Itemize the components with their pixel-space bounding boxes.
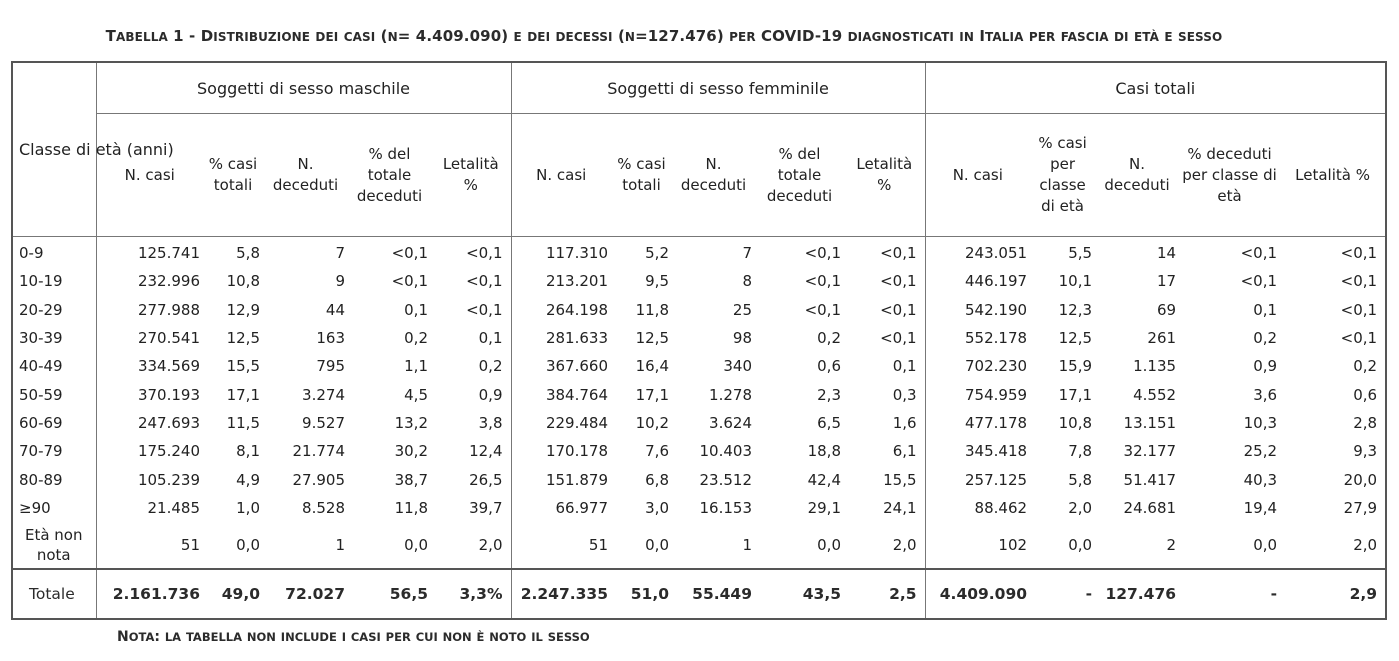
col-header: % del totale deceduti xyxy=(348,114,431,237)
value-cell: 151.879 xyxy=(511,465,611,493)
totals-label: Totale xyxy=(12,569,96,619)
age-class-cell: 20-29 xyxy=(19,300,63,319)
value-cell: <0,1 xyxy=(1340,272,1378,291)
value-cell: 2,0 xyxy=(892,535,917,554)
value-cell: 0,1 xyxy=(892,357,917,376)
col-header: N. deceduti xyxy=(1095,114,1179,237)
value-cell: 10,8 xyxy=(1058,413,1093,432)
value-cell: 5,8 xyxy=(236,244,260,263)
value-cell: <0,1 xyxy=(1340,300,1378,319)
age-class-cell: 50-59 xyxy=(19,385,63,404)
value-cell: 9,3 xyxy=(1353,442,1378,461)
group-header-male: Soggetti di sesso maschile xyxy=(96,62,511,114)
value-cell: 552.178 xyxy=(925,324,1030,352)
value-cell: <0,1 xyxy=(466,244,503,263)
value-cell: 7,8 xyxy=(1068,442,1093,461)
value-cell: 13,2 xyxy=(394,413,428,432)
value-cell: 6,5 xyxy=(817,413,841,432)
age-class-cell: Età non nota xyxy=(24,525,83,564)
total-value-cell: 43,5 xyxy=(755,569,844,619)
value-cell: <0,1 xyxy=(466,300,503,319)
value-cell: 98 xyxy=(732,329,752,348)
value-cell: <0,1 xyxy=(880,272,917,291)
value-cell: 24,1 xyxy=(883,498,917,517)
value-cell: 795 xyxy=(316,357,345,376)
col-header: % del totale deceduti xyxy=(755,114,844,237)
value-cell: 125.741 xyxy=(96,237,203,268)
value-cell: 32.177 xyxy=(1123,442,1177,461)
table-row xyxy=(12,494,1386,522)
table-row xyxy=(12,380,1386,408)
value-cell: 10.403 xyxy=(699,442,752,461)
value-cell: 3.624 xyxy=(709,413,752,432)
value-cell: <0,1 xyxy=(1240,272,1278,291)
value-cell: 232.996 xyxy=(96,267,203,295)
value-cell: 4,9 xyxy=(236,470,260,489)
value-cell: 25 xyxy=(732,300,752,319)
value-cell: 16,4 xyxy=(635,357,669,376)
total-value-cell: 49,0 xyxy=(203,569,263,619)
value-cell: <0,1 xyxy=(1240,244,1278,263)
value-cell: 0,2 xyxy=(1353,357,1378,376)
value-cell: 17,1 xyxy=(635,385,669,404)
value-cell: 17,1 xyxy=(1058,385,1093,404)
value-cell: 229.484 xyxy=(511,409,611,437)
value-cell: 12,5 xyxy=(1058,329,1093,348)
value-cell: 23.512 xyxy=(699,470,752,489)
value-cell: 1,0 xyxy=(236,498,260,517)
age-class-cell: 70-79 xyxy=(19,442,63,461)
value-cell: 261 xyxy=(1147,329,1177,348)
table-row xyxy=(12,522,1386,569)
age-class-header: Classe di età (anni) xyxy=(12,62,96,237)
table-note xyxy=(117,629,590,645)
value-cell: 3,8 xyxy=(478,413,503,432)
value-cell: 105.239 xyxy=(96,465,203,493)
value-cell: 1 xyxy=(742,535,752,554)
table-row xyxy=(12,352,1386,380)
value-cell: <0,1 xyxy=(391,272,428,291)
value-cell: 26,5 xyxy=(469,470,503,489)
totals-row xyxy=(12,569,1386,619)
value-cell: 0,0 xyxy=(236,535,260,554)
group-header-female: Soggetti di sesso femminile xyxy=(511,62,925,114)
value-cell: 340 xyxy=(723,357,752,376)
col-header: N. casi xyxy=(925,114,1030,237)
value-cell: 213.201 xyxy=(511,267,611,295)
group-header-row xyxy=(12,62,1386,114)
value-cell: 11,5 xyxy=(226,413,260,432)
total-value-cell: - xyxy=(1030,569,1095,619)
value-cell: 0,6 xyxy=(817,357,841,376)
total-value-cell: 72.027 xyxy=(263,569,348,619)
value-cell: 477.178 xyxy=(925,409,1030,437)
value-cell: 702.230 xyxy=(925,352,1030,380)
value-cell: <0,1 xyxy=(466,272,503,291)
value-cell: 163 xyxy=(316,329,345,348)
value-cell: 88.462 xyxy=(925,494,1030,522)
value-cell: 9,5 xyxy=(645,272,669,291)
value-cell: 5,5 xyxy=(1068,244,1093,263)
value-cell: 102 xyxy=(925,522,1030,569)
value-cell: 18,8 xyxy=(807,442,841,461)
value-cell: 1,6 xyxy=(892,413,917,432)
value-cell: 3.274 xyxy=(302,385,345,404)
value-cell: 170.178 xyxy=(511,437,611,465)
value-cell: 0,1 xyxy=(478,329,503,348)
value-cell: 16.153 xyxy=(699,498,752,517)
value-cell: 2,0 xyxy=(478,535,503,554)
col-header: % casi per classe di età xyxy=(1030,114,1095,237)
value-cell: 0,2 xyxy=(817,329,841,348)
value-cell: <0,1 xyxy=(880,244,917,263)
value-cell: 19,4 xyxy=(1243,498,1278,517)
value-cell: 117.310 xyxy=(511,237,611,268)
value-cell: 10,8 xyxy=(226,272,260,291)
value-cell: 51 xyxy=(511,522,611,569)
covid-age-sex-table xyxy=(11,61,1387,620)
value-cell: 39,7 xyxy=(469,498,503,517)
value-cell: <0,1 xyxy=(880,300,917,319)
value-cell: 24.681 xyxy=(1123,498,1177,517)
col-header: % casi totali xyxy=(611,114,672,237)
table-row xyxy=(12,409,1386,437)
value-cell: 15,9 xyxy=(1058,357,1093,376)
value-cell: 257.125 xyxy=(925,465,1030,493)
total-value-cell: 2.247.335 xyxy=(511,569,611,619)
total-value-cell: 4.409.090 xyxy=(925,569,1030,619)
col-header: Letalità % xyxy=(1280,114,1386,237)
value-cell: 15,5 xyxy=(226,357,260,376)
value-cell: 40,3 xyxy=(1243,470,1278,489)
table-body xyxy=(12,237,1386,569)
value-cell: 6,8 xyxy=(645,470,669,489)
value-cell: 38,7 xyxy=(394,470,428,489)
value-cell: 17 xyxy=(1156,272,1177,291)
value-cell: <0,1 xyxy=(880,329,917,348)
value-cell: 334.569 xyxy=(96,352,203,380)
col-header: Letalità % xyxy=(844,114,925,237)
age-class-cell: 10-19 xyxy=(19,272,63,291)
value-cell: 1.135 xyxy=(1133,357,1177,376)
value-cell: 345.418 xyxy=(925,437,1030,465)
total-value-cell: 3,3% xyxy=(431,569,511,619)
table-row xyxy=(12,237,1386,268)
value-cell: <0,1 xyxy=(1340,244,1378,263)
value-cell: 5,2 xyxy=(645,244,669,263)
value-cell: 175.240 xyxy=(96,437,203,465)
value-cell: 2 xyxy=(1166,535,1177,554)
table-row xyxy=(12,267,1386,295)
col-header: N. deceduti xyxy=(263,114,348,237)
value-cell: 12,5 xyxy=(226,329,260,348)
value-cell: <0,1 xyxy=(804,272,841,291)
value-cell: 6,1 xyxy=(892,442,917,461)
col-header: N. casi xyxy=(511,114,611,237)
total-value-cell: 2,9 xyxy=(1280,569,1386,619)
value-cell: 10,3 xyxy=(1243,413,1278,432)
value-cell: <0,1 xyxy=(1340,329,1378,348)
group-header-total: Casi totali xyxy=(925,62,1386,114)
col-header: % deceduti per classe di età xyxy=(1179,114,1280,237)
value-cell: 0,2 xyxy=(478,357,503,376)
total-value-cell: 127.476 xyxy=(1095,569,1179,619)
value-cell: 281.633 xyxy=(511,324,611,352)
value-cell: 29,1 xyxy=(807,498,841,517)
value-cell: 0,1 xyxy=(404,300,428,319)
value-cell: 264.198 xyxy=(511,296,611,324)
table-note-text: NOTA: LA TABELLA NON INCLUDE I CASI PER CUI NON È NOTO IL SESSO xyxy=(117,629,590,645)
value-cell: 12,9 xyxy=(226,300,260,319)
value-cell: 66.977 xyxy=(511,494,611,522)
value-cell: 12,3 xyxy=(1058,300,1093,319)
value-cell: 370.193 xyxy=(96,380,203,408)
age-class-cell: ≥90 xyxy=(19,498,51,517)
table-row xyxy=(12,437,1386,465)
value-cell: 21.774 xyxy=(292,442,345,461)
value-cell: 11,8 xyxy=(394,498,428,517)
value-cell: 0,3 xyxy=(892,385,917,404)
age-class-cell: 60-69 xyxy=(19,413,63,432)
value-cell: 12,4 xyxy=(469,442,503,461)
value-cell: <0,1 xyxy=(391,244,428,263)
value-cell: 754.959 xyxy=(925,380,1030,408)
value-cell: 51.417 xyxy=(1123,470,1177,489)
table-row xyxy=(12,324,1386,352)
value-cell: 10,2 xyxy=(635,413,669,432)
value-cell: 51 xyxy=(96,522,203,569)
value-cell: 0,0 xyxy=(404,535,428,554)
value-cell: 542.190 xyxy=(925,296,1030,324)
value-cell: 0,0 xyxy=(817,535,841,554)
value-cell: 10,1 xyxy=(1058,272,1093,291)
value-cell: 3,0 xyxy=(645,498,669,517)
value-cell: 2,8 xyxy=(1353,413,1378,432)
total-value-cell: 55.449 xyxy=(672,569,755,619)
value-cell: 44 xyxy=(325,300,345,319)
value-cell: 42,4 xyxy=(807,470,841,489)
value-cell: 247.693 xyxy=(96,409,203,437)
value-cell: 4,5 xyxy=(404,385,428,404)
value-cell: 3,6 xyxy=(1253,385,1278,404)
value-cell: 7 xyxy=(335,244,345,263)
col-header: Letalità % xyxy=(431,114,511,237)
col-header: % casi totali xyxy=(203,114,263,237)
total-value-cell: - xyxy=(1179,569,1280,619)
value-cell: 270.541 xyxy=(96,324,203,352)
value-cell: 11,8 xyxy=(635,300,669,319)
value-cell: 0,0 xyxy=(1253,535,1278,554)
value-cell: 21.485 xyxy=(96,494,203,522)
value-cell: 0,2 xyxy=(1253,329,1278,348)
value-cell: 0,2 xyxy=(404,329,428,348)
value-cell: 384.764 xyxy=(511,380,611,408)
value-cell: 2,0 xyxy=(1353,535,1378,554)
value-cell: 17,1 xyxy=(226,385,260,404)
table-row xyxy=(12,296,1386,324)
value-cell: <0,1 xyxy=(804,244,841,263)
column-header-row xyxy=(12,114,1386,237)
value-cell: 30,2 xyxy=(394,442,428,461)
age-class-cell: 40-49 xyxy=(19,357,63,376)
value-cell: 243.051 xyxy=(925,237,1030,268)
value-cell: 277.988 xyxy=(96,296,203,324)
value-cell: 27.905 xyxy=(292,470,345,489)
value-cell: <0,1 xyxy=(804,300,841,319)
col-header: N. casi xyxy=(96,114,203,237)
value-cell: 9 xyxy=(335,272,345,291)
value-cell: 7,6 xyxy=(645,442,669,461)
total-value-cell: 51,0 xyxy=(611,569,672,619)
value-cell: 2,3 xyxy=(817,385,841,404)
value-cell: 8.528 xyxy=(302,498,345,517)
total-value-cell: 2.161.736 xyxy=(96,569,203,619)
value-cell: 0,9 xyxy=(478,385,503,404)
value-cell: 446.197 xyxy=(925,267,1030,295)
value-cell: 367.660 xyxy=(511,352,611,380)
value-cell: 0,0 xyxy=(1068,535,1093,554)
value-cell: 8,1 xyxy=(236,442,260,461)
value-cell: 1 xyxy=(335,535,345,554)
value-cell: 20,0 xyxy=(1343,470,1378,489)
age-class-cell: 30-39 xyxy=(19,329,63,348)
age-class-cell: 80-89 xyxy=(19,470,63,489)
value-cell: 0,9 xyxy=(1253,357,1278,376)
value-cell: 0,1 xyxy=(1253,300,1278,319)
value-cell: 8 xyxy=(742,272,752,291)
value-cell: 5,8 xyxy=(1068,470,1093,489)
value-cell: 13.151 xyxy=(1123,413,1177,432)
table-title xyxy=(0,27,1328,45)
value-cell: 2,0 xyxy=(1068,498,1093,517)
value-cell: 25,2 xyxy=(1243,442,1278,461)
table-row xyxy=(12,465,1386,493)
value-cell: 9.527 xyxy=(302,413,345,432)
value-cell: 0,6 xyxy=(1353,385,1378,404)
total-value-cell: 2,5 xyxy=(844,569,925,619)
value-cell: 1.278 xyxy=(709,385,752,404)
value-cell: 69 xyxy=(1156,300,1177,319)
value-cell: 4.552 xyxy=(1133,385,1177,404)
value-cell: 12,5 xyxy=(635,329,669,348)
value-cell: 7 xyxy=(742,244,752,263)
col-header: N. deceduti xyxy=(672,114,755,237)
total-value-cell: 56,5 xyxy=(348,569,431,619)
value-cell: 15,5 xyxy=(883,470,917,489)
value-cell: 0,0 xyxy=(645,535,669,554)
value-cell: 1,1 xyxy=(404,357,428,376)
value-cell: 14 xyxy=(1156,244,1177,263)
value-cell: 27,9 xyxy=(1343,498,1378,517)
table-title-text: TABELLA 1 - DISTRIBUZIONE DEI CASI (N= 4.409.090) E DEI DECESSI (N=127.476) PER COVID-19 DIAGNOSTICATI IN ITALIA PER FASCIA DI ETÀ E SESSO xyxy=(105,27,1223,45)
age-class-cell: 0-9 xyxy=(19,244,44,263)
